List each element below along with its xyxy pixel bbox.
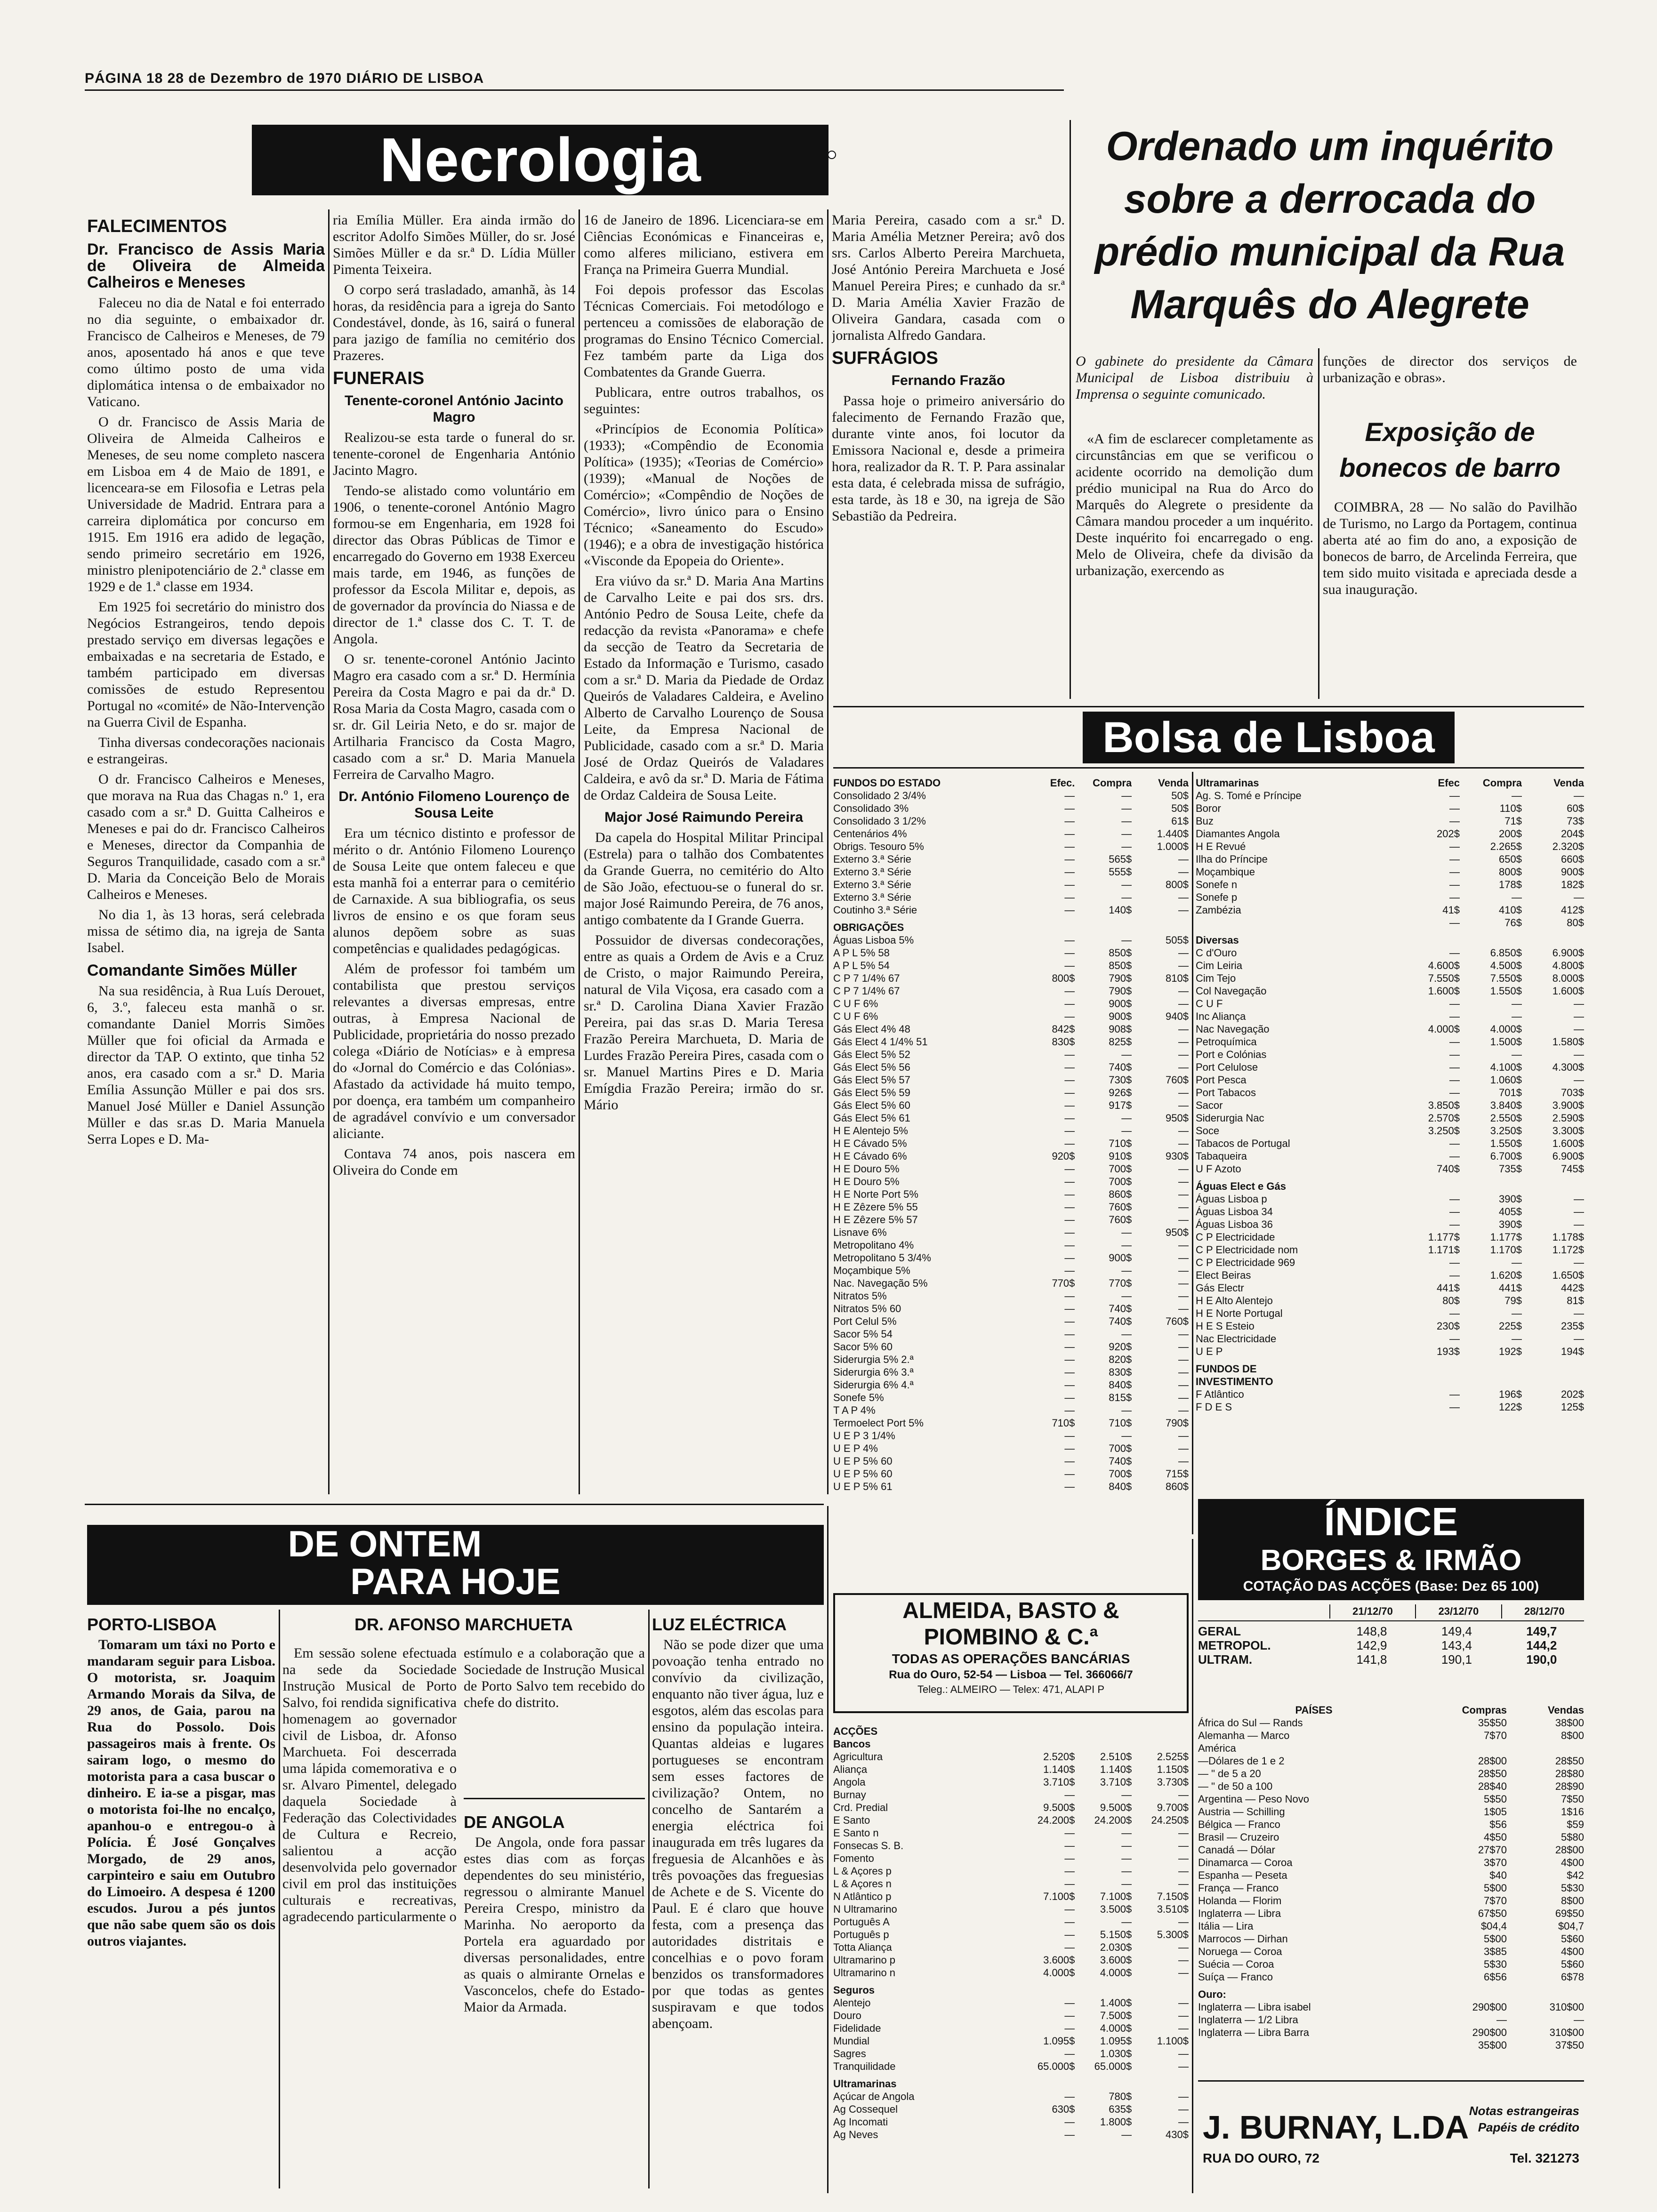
- table-row: Metropolitano 5 3/4% — 900$ —: [833, 1252, 1189, 1264]
- table-row: E Santo n — — —: [833, 1827, 1189, 1839]
- table-row: C P Electricidade nom 1.171$ 1.170$ 1.172$: [1196, 1244, 1584, 1256]
- ontem-title: [87, 1525, 824, 1605]
- table-row: Marrocos — Dirhan 5$00 5$60: [1198, 1933, 1584, 1945]
- table-row: Moçambique 5% — — —: [833, 1265, 1189, 1276]
- table-row: Mundial 1.095$ 1.095$ 1.100$: [833, 2035, 1189, 2047]
- necro-c3-p3: «Princípios de Economia Política» (1933); «Compêndio de Economia Política» (1935); «Teorias de Comércio» (1939); «Manual de Noções de Comércio»; «Compêndio de Noções de Comércio», livro único para o Ensino Técnico; «Saneamento do Escudo» (1946); e a obra de investigação histórica «Visconde da Epopeia do Oriente».: [584, 421, 824, 569]
- table-row: Dinamarca — Coroa 3$70 4$00: [1198, 1857, 1584, 1868]
- necro-c2-p1: O corpo será trasladado, amanhã, às 14 horas, da residência para a igreja do Santo Condestável, donde, às 16, sairá o funeral para jazigo de família no cemitério dos Prazeres.: [333, 282, 575, 363]
- necro-col-1: [87, 212, 325, 1497]
- table-row: F Atlântico — 196$ 202$: [1196, 1388, 1584, 1400]
- indice-box: [1198, 1499, 1584, 1600]
- table-row: Port e Colónias — — —: [1196, 1049, 1584, 1060]
- table-row: Ultramarino n 4.000$ 4.000$ —: [833, 1967, 1189, 1979]
- table-row: Consolidado 3 1/2% — — 61$: [833, 815, 1189, 827]
- table-row: A P L 5% 58 — 850$ —: [833, 947, 1189, 959]
- table-row: Gás Elect 5% 61 — — 950$: [833, 1112, 1189, 1124]
- table-row: Noruega — Coroa 3$85 4$00: [1198, 1946, 1584, 1957]
- bancos-heading: Bancos: [833, 1738, 871, 1750]
- table-row: Termoelect Port 5% 710$ 710$ 790$: [833, 1417, 1189, 1429]
- table-row: Águas Lisboa 36 — 390$ —: [1196, 1218, 1584, 1230]
- almeida-ultra-rows: [833, 2090, 1189, 2141]
- table-row: Alentejo — 1.400$ —: [833, 1997, 1189, 2009]
- table-row: Soce 3.250$ 3.250$ 3.300$: [1196, 1125, 1584, 1137]
- inquerito-left-rule: [1070, 120, 1071, 699]
- necro-c2-p8: Era um técnico distinto e professor de mérito o dr. António Filomeno Lourenço de Sousa Leite que ontem faleceu e que esta manhã foi a enterrar para o cemitério de Carnaxide. A sua bibliografia, os seus livros de ensino e os que foram seus alunos depõem sobre as suas competências e qualidades pedagógicas.: [333, 825, 575, 956]
- luz-body: Não se pode dizer que uma povoação tenha entrado no convívio da civilização, enquanto não tiver água, luz e esgotos, além das escolas para ensino da população inteira. Quantas aldeias e lugares portugueses se encontram sem esses factores de civilização? Ontem, no concelho de Santarém a energia eléctrica foi inaugurada em três lugares da freguesia de Alcanhões e às três povoações das freguesias de Achete e de S. Vicente do Paul. E é claro que houve festa, com a presença das autoridades distritais e concelhias e o povo foram benzidos os transformadores por que todas as gentes suspiravam e que todos abençoam.: [652, 1637, 824, 2031]
- necro-c2-c7: Dr. António Filomeno Lourenço de Sousa Leite: [338, 789, 570, 821]
- table-row: Consolidado 2 3/4% — — 50$: [833, 790, 1189, 801]
- table-row: Agricultura 2.520$ 2.510$ 2.525$: [833, 1751, 1189, 1763]
- ouro-rows: [1198, 2001, 1584, 2052]
- table-row: Externo 3.ª Série — — 800$: [833, 879, 1189, 890]
- inquerito-body: «A fim de esclarecer completamente as circunstâncias em que se verificou o acidente ocorrido na demolição dum prédio municipal na Rua do Arco do Marquês do Alegrete o presidente da Câmara mandou proceder a um inquérito. Deste inquérito foi encarregado o eng. Melo de Oliveira, chefe da divisão da urbanização, exercendo as: [1076, 431, 1313, 578]
- seguros-heading: Seguros: [833, 1984, 875, 1996]
- table-row: Boror — 110$ 60$: [1196, 802, 1584, 814]
- table-row: Sacor 3.850$ 3.840$ 3.900$: [1196, 1099, 1584, 1111]
- necro-col-3: [584, 212, 824, 1497]
- ultra-heading: Ultramarinas: [833, 2078, 897, 2090]
- necro-c4-c2: Fernando Frazão: [891, 373, 1005, 388]
- table-row: Lisnave 6% — — 950$: [833, 1226, 1189, 1238]
- table-row: C P 7 1/4% 67 800$ 790$ 810$: [833, 972, 1189, 984]
- table-row: Gás Electr 441$ 441$ 442$: [1196, 1282, 1584, 1294]
- table-row: Nac Navegação 4.000$ 4.000$ —: [1196, 1023, 1584, 1035]
- burnay-tel: Tel. 321273: [1510, 2151, 1579, 2165]
- cambios-rows: [1198, 1716, 1584, 1983]
- necro-c1-p5: O dr. Francisco Calheiros e Meneses, que morava na Rua das Chagas n.º 1, era casado com a sr.ª D. Guitta Calheiros e Meneses e pai do dr. Francisco Calheiros e Meneses, director da Companhia de Seguros Tranquilidade, casado com a sr.ª D. Maria da Conceição Belo de Morais Calheiros e Meneses.: [87, 771, 325, 902]
- almeida-right-rule: [1192, 1539, 1193, 2193]
- table-row: Inglaterra — Libra isabel 290$00 310$00: [1198, 2001, 1584, 2013]
- table-row: Nitratos 5% — — —: [833, 1290, 1189, 1302]
- table-row: Buz — 71$ 73$: [1196, 815, 1584, 827]
- table-row: Moçambique — 800$ 900$: [1196, 866, 1584, 878]
- table-row: Siderurgia 6% 4.ª — 840$ —: [833, 1379, 1189, 1391]
- table-row: Itália — Lira $04,4 $04,7: [1198, 1920, 1584, 1932]
- table-row: Siderurgia 5% 2.ª — 820$ —: [833, 1354, 1189, 1365]
- falecimentos-heading: FALECIMENTOS: [87, 216, 227, 236]
- table-row: U E P 193$ 192$ 194$: [1196, 1346, 1584, 1357]
- table-row: Fonsecas S. B. — — —: [833, 1840, 1189, 1851]
- aguas-rows: [1196, 1193, 1584, 1358]
- necro-c4-p0: Maria Pereira, casado com a sr.ª D. Maria Amélia Metzner Pereira; avô dos srs. Carlos Alberto Pereira Marchueta, José António Pereira Marchueta e José Manuel Pereira Pires; e cunhado da sr.ª D. Maria Amélia Xavier Frazão de Oliveira Gandara, casada com o jornalista Alfredo Gandara.: [832, 212, 1065, 343]
- table-row: Ag Incomati — 1.800$ —: [833, 2116, 1189, 2128]
- table-row: Português p — 5.150$ 5.300$: [833, 1929, 1189, 1940]
- table-row: L & Açores n — — —: [833, 1878, 1189, 1890]
- table-row: METROPOL. 142,9 143,4 144,2: [1198, 1638, 1557, 1652]
- table-row: Águas Lisboa 34 — 405$ —: [1196, 1206, 1584, 1218]
- table-row: Sonefe p — — —: [1196, 891, 1584, 903]
- necro-col-4: [832, 212, 1065, 682]
- funerais-heading: FUNERAIS: [333, 369, 425, 388]
- indice-brand: BORGES & IRMÃO: [1260, 1544, 1522, 1577]
- indice-dates: 21/12/70 23/12/70 28/12/70: [1198, 1603, 1584, 1621]
- fundos-rows: [833, 789, 1189, 916]
- table-row: H E Douro 5% — 700$ —: [833, 1163, 1189, 1175]
- almeida-addr: Rua do Ouro, 52-54 — Lisboa — Tel. 366066/7: [889, 1668, 1133, 1681]
- table-row: ULTRAM. 141,8 190,1 190,0: [1198, 1652, 1557, 1667]
- necro-c2-c3: Tenente-coronel António Jacinto Magro: [344, 393, 563, 425]
- necro-c3-p6: Da capela do Hospital Militar Principal (Estrela) para o talhão dos Combatentes da Grande Guerra, no cemitério do Alto de São João, efectuou-se o funeral do sr. major José Raimundo Pereira, de 76 anos, antigo combatente da I Grande Guerra.: [584, 830, 824, 928]
- luz-electrica: [652, 1610, 824, 2188]
- burnay-line1: Notas estrangeiras: [1469, 2104, 1579, 2118]
- table-row: U E P 5% 60 — 740$ —: [833, 1455, 1189, 1467]
- table-row: Externo 3.ª Série — 565$ —: [833, 853, 1189, 865]
- table-row: Inglaterra — Libra Barra 290$00 310$00: [1198, 2027, 1584, 2038]
- obrigacoes-rows: [833, 934, 1189, 1493]
- table-row: Coutinho 3.ª Série — 140$ —: [833, 904, 1189, 916]
- necro-c2-p0: ria Emília Müller. Era ainda irmão do escritor Adolfo Simões Müller, do sr. José Simões Müller e da sr.ª D. Lídia Müller Pimenta Teixeira.: [333, 212, 575, 277]
- angola-rule: [464, 1798, 645, 1799]
- table-row: Nitratos 5% 60 — 740$ —: [833, 1303, 1189, 1314]
- necro-c1-p6: No dia 1, às 13 horas, será celebrada missa de sétimo dia, na igreja de Santa Isabel.: [87, 907, 325, 955]
- table-row: Fidelidade — 4.000$ —: [833, 2022, 1189, 2034]
- table-row: Ilha do Príncipe — 650$ 660$: [1196, 853, 1584, 865]
- table-row: Obrigs. Tesouro 5% — — 1.000$: [833, 841, 1189, 852]
- table-row: Ag Neves — — 430$: [833, 2129, 1189, 2140]
- table-row: U E P 5% 60 — 700$ 715$: [833, 1468, 1189, 1480]
- table-row: Gás Elect 4 1/4% 51 830$ 825$ —: [833, 1036, 1189, 1048]
- table-row: A P L 5% 54 — 850$ —: [833, 960, 1189, 971]
- table-row: C U F 6% — 900$ —: [833, 998, 1189, 1010]
- table-row: Cim Tejo 7.550$ 7.550$ 8.000$: [1196, 972, 1584, 984]
- table-row: —Dólares de 1 e 2 28$00 28$50: [1198, 1755, 1584, 1767]
- table-row: Gás Elect 5% 59 — 926$ —: [833, 1087, 1189, 1098]
- ontem-rule-1: [279, 1610, 280, 2188]
- table-row: — " de 5 a 20 28$50 28$80: [1198, 1768, 1584, 1779]
- table-row: E Santo 24.200$ 24.200$ 24.250$: [833, 1814, 1189, 1826]
- angola-title: DE ANGOLA: [464, 1812, 565, 1832]
- afonso-col-b: estímulo e a colaboração que a Sociedade de Instrução Musical de Porto Salvo tem recebido do chefe do distrito.: [464, 1645, 645, 1710]
- necro-rule-3: [827, 209, 828, 1494]
- ultramarinas-rows: [1196, 789, 1584, 929]
- table-row: Gás Elect 4% 48 842$ 908$ —: [833, 1023, 1189, 1035]
- expo-body: COIMBRA, 28 — No salão do Pavilhão de Turismo, no Largo da Portagem, continua aberta até ao fim do ano, a exposição de bonecos de barro, de Arcelinda Ferreira, que tem sido muito visitada e apreciada desde a sua inauguração.: [1323, 499, 1577, 597]
- necro-c3-c5: Major José Raimundo Pereira: [604, 809, 803, 825]
- indice-sub: COTAÇÃO DAS ACÇÕES (Base: Dez 65 100): [1243, 1579, 1539, 1594]
- obrigacoes-heading: OBRIGAÇÕES: [833, 922, 904, 933]
- table-row: H E Douro 5% — 700$ —: [833, 1176, 1189, 1187]
- table-row: — " de 50 a 100 28$40 28$90: [1198, 1780, 1584, 1792]
- table-row: T A P 4% — — —: [833, 1404, 1189, 1416]
- necro-rule-1: [328, 209, 330, 1494]
- table-row: Sacor 5% 60 — 920$ —: [833, 1341, 1189, 1353]
- inquerito-lead: O gabinete do presidente da Câmara Municipal de Lisboa distribuiu à Imprensa o seguinte comunicado.: [1076, 353, 1313, 402]
- table-row: América: [1198, 1742, 1236, 1754]
- aguas-heading: Águas Elect e Gás: [1196, 1180, 1286, 1192]
- table-row: Tranquilidade 65.000$ 65.000$ —: [833, 2060, 1189, 2072]
- necro-c2-p10: Contava 74 anos, pois nascera em Oliveira do Conde em: [333, 1146, 575, 1178]
- ouro-heading: Ouro:: [1198, 1988, 1226, 2000]
- table-row: Suécia — Coroa 5$30 5$60: [1198, 1958, 1584, 1970]
- table-row: Port Celul 5% — 740$ 760$: [833, 1315, 1189, 1327]
- table-row: Austria — Schilling 1$05 1$16: [1198, 1806, 1584, 1818]
- table-row: — 76$ 80$: [1449, 917, 1584, 929]
- table-row: Gás Elect 5% 57 — 730$ 760$: [833, 1074, 1189, 1086]
- indice-rows: [1198, 1621, 1584, 1667]
- table-row: Fomento — — —: [833, 1852, 1189, 1864]
- table-row: Nac. Navegação 5% 770$ 770$ —: [833, 1277, 1189, 1289]
- necro-c1-h7: Comandante Simões Müller: [87, 962, 297, 979]
- table-row: C U F — — —: [1196, 998, 1584, 1010]
- necro-c2-p9: Além de professor foi também um contabilista que prestou serviços relevantes a diversas empresas, entre outras, à Empresa Nacional de Publicidade, proprietária do nosso prezado colega «Diário de Notícias» e à empresa do «Jornal do Comércio e das Colónias». Afastado da actividade há muito tempo, por doença, era também um companheiro de agradável convívio e um conversador aliciante.: [333, 961, 575, 1141]
- indice-title: ÍNDICE: [1324, 1499, 1458, 1544]
- ontem-rule-2: [648, 1610, 650, 2188]
- table-row: África do Sul — Rands 35$50 38$00: [1198, 1717, 1584, 1729]
- necro-c3-p4: Era viúvo da sr.ª D. Maria Ana Martins de Carvalho Leite e pai dos srs. drs. António Pedro de Sousa Leite, chefe da redacção da revista «Panorama» e chefe da secção de Teatro da Secretaria de Estado da Informação e Turismo, casado com a sr.ª D. Maria da Piedade de Ordaz Queirós de Valadares Caldeira, e Avelino Alberto de Carvalho Lourenço de Sousa Leite, da Empresa Nacional de Publicidade, casado com a sr.ª D. Maria José de Ordaz Queirós de Valadares Caldeira, e avô da sr.ª D. Maria de Fátima de Ordaz Caldeira de Sousa Leite.: [584, 573, 824, 803]
- table-row: Siderurgia Nac 2.570$ 2.550$ 2.590$: [1196, 1112, 1584, 1124]
- indice-table: [1198, 1603, 1584, 1704]
- necro-c1-p4: Tinha diversas condecorações nacionais e estrangeiras.: [87, 735, 325, 767]
- bolsa-top-rule: [833, 706, 1584, 707]
- necro-c4-p3: Passa hoje o primeiro aniversário do falecimento de Fernando Frazão que, durante vinte anos, foi locutor da Emissora Nacional e, desde a primeira hora, realizador da R. T. P. Para assinalar esta data, é celebrada missa de sufrágio, esta tarde, às 18 e 30, na igreja de São Sebastião da Pedreira.: [832, 393, 1065, 524]
- table-row: H E Norte Port 5% — 860$ —: [833, 1188, 1189, 1200]
- necro-col-2: [333, 212, 575, 1497]
- table-row: C U F 6% — 900$ 940$: [833, 1010, 1189, 1022]
- table-row: Angola 3.710$ 3.710$ 3.730$: [833, 1776, 1189, 1788]
- table-row: H E Alentejo 5% — — —: [833, 1125, 1189, 1137]
- burnay-line2: Papéis de crédito: [1478, 2120, 1579, 2134]
- table-row: Sacor 5% 54 — — —: [833, 1328, 1189, 1340]
- angola-body: De Angola, onde fora passar estes dias com as forças dependentes do seu ministério, regressou o almirante Manuel Pereira Crespo, ministro da Marinha. No aeroporto da Portela era aguardado por diversas personalidades, entre as quais o almirante Ornelas e Vasconcelos, chefe do Estado-Maior da Armada.: [464, 1835, 645, 2015]
- necro-c1-p1: Faleceu no dia de Natal e foi enterrado no dia seguinte, o embaixador dr. Francisco de Calheiros e Meneses, de 79 anos, aposentado há anos e que teve como último posto de uma vida diplomática intensa o de embaixador no Vaticano.: [87, 295, 325, 409]
- table-row: Crd. Predial 9.500$ 9.500$ 9.700$: [833, 1802, 1189, 1813]
- afonso-title: DR. AFONSO MARCHUETA: [354, 1615, 573, 1634]
- luz-title: LUZ ELÉCTRICA: [652, 1615, 787, 1634]
- table-row: U E P 5% 61 — 840$ 860$: [833, 1481, 1189, 1492]
- table-row: Inc Aliança — — —: [1196, 1010, 1584, 1022]
- table-row: Nac Electricidade — — —: [1196, 1333, 1584, 1345]
- table-row: Águas Lisboa 5% — — 505$: [833, 934, 1189, 946]
- table-row: Brasil — Cruzeiro 4$50 5$80: [1198, 1831, 1584, 1843]
- inquerito-mid-rule: [1318, 348, 1319, 699]
- table-row: Diamantes Angola 202$ 200$ 204$: [1196, 828, 1584, 840]
- ontem-top-rule: [85, 1504, 824, 1505]
- table-row: H E Alto Alentejo 80$ 79$ 81$: [1196, 1295, 1584, 1306]
- almeida-tele: Teleg.: ALMEIRO — Telex: 471, ALAPI P: [917, 1683, 1105, 1695]
- table-row: N Atlântico p 7.100$ 7.100$ 7.150$: [833, 1891, 1189, 1902]
- table-row: Tabaqueira — 6.700$ 6.900$: [1196, 1150, 1584, 1162]
- table-row: Port Tabacos — 701$ 703$: [1196, 1087, 1584, 1098]
- table-row: Aliança 1.140$ 1.140$ 1.150$: [833, 1763, 1189, 1775]
- burnay-top-rule: [1198, 2080, 1584, 2082]
- table-row: GERAL 148,8 149,4 149,7: [1198, 1624, 1557, 1638]
- table-row: H E Cávado 5% — 710$ —: [833, 1138, 1189, 1149]
- table-row: Port Celulose — 4.100$ 4.300$: [1196, 1061, 1584, 1073]
- bolsa-title: Bolsa de Lisboa: [1083, 712, 1455, 763]
- table-row: Alemanha — Marco 7$70 8$00: [1198, 1730, 1584, 1741]
- table-row: Holanda — Florim 7$70 8$00: [1198, 1895, 1584, 1907]
- bolsa-right-header: Ultramarinas Efec Compra Venda: [1196, 777, 1584, 789]
- table-row: Totta Aliança — 2.030$ —: [833, 1941, 1189, 1953]
- table-row: Sonefe n — 178$ 182$: [1196, 879, 1584, 890]
- table-row: Gás Elect 5% 52 — — —: [833, 1049, 1189, 1060]
- de-angola: [464, 1807, 645, 2191]
- necro-c3-p7: Possuidor de diversas condecorações, entre as quais a Ordem de Avis e a Cruz de Cristo, o major Raimundo Pereira, natural de Vila Viçosa, era casado com a sr.ª D. Carolina Diana Xavier Frazão Pereira, pai das sr.as D. Maria Teresa Frazão Pereira Marchueta, D. Maria de Lurdes Frazão Pereira Pires, casada com o sr. Manuel Martins Pires e D. Maria Emígdia Frazão Pereira; irmão do sr. Mário: [584, 932, 824, 1113]
- necro-c1-h0: Dr. Francisco de Assis Maria de Oliveira de Almeida Calheiros e Meneses: [87, 240, 325, 291]
- seguros-rows: [833, 1996, 1189, 2073]
- table-row: H E Revué — 2.265$ 2.320$: [1196, 841, 1584, 852]
- almeida-left-rule: [827, 1506, 828, 2193]
- table-row: Sonefe 5% — 815$ —: [833, 1392, 1189, 1403]
- bolsa-col-rule: [1192, 772, 1193, 1534]
- table-row: 35$00 37$50: [1478, 2039, 1584, 2051]
- necro-c2-p5: Tendo-se alistado como voluntário em 1906, o tenente-coronel António Magro formou-se em Engenharia, em 1928 foi director das Obras Públicas de Timor e encarregado do Governo em 1938 Exerceu mais tarde, em 1946, as funções de professor da Escola Militar e, depois, as de governador da província do Niassa e de director de 1.ª classe dos C. T. T. de Angola.: [333, 483, 575, 647]
- table-row: Águas Lisboa p — 390$ —: [1196, 1193, 1584, 1205]
- bolsa-mid-rule: [833, 767, 1584, 769]
- porto-title: PORTO-LISBOA: [87, 1615, 217, 1634]
- table-row: Externo 3.ª Série — — —: [833, 891, 1189, 903]
- necro-c1-p2: O dr. Francisco de Assis Maria de Oliveira de Almeida Calheiros e Meneses, de seu nome completo nascera em Lisboa em 4 de Maio de 1891, e licenceara-se em Filosofia e Letras pela Universidade de Madrid. Entrara para a carreira diplomática por concurso em 1915. Em 1916 era adido de legação, sendo primeiro secretário em 1926, ministro plenipotenciário de 2.ª classe em 1929 e de 1.ª classe em 1934.: [87, 414, 325, 594]
- almeida-table: [833, 1720, 1189, 2191]
- table-row: Cim Leiria 4.600$ 4.500$ 4.800$: [1196, 960, 1584, 971]
- table-row: Português A — — —: [833, 1916, 1189, 1928]
- table-row: C P Electricidade 1.177$ 1.177$ 1.178$: [1196, 1231, 1584, 1243]
- table-row: U F Azoto 740$ 735$ 745$: [1196, 1163, 1584, 1175]
- diversas-rows: [1196, 946, 1584, 1175]
- table-row: Açúcar de Angola — 780$ —: [833, 2091, 1189, 2102]
- table-row: Siderurgia 6% 3.ª — 830$ —: [833, 1366, 1189, 1378]
- burnay-name: J. BURNAY, L.DA: [1203, 2109, 1469, 2146]
- almeida-box: [833, 1593, 1189, 1713]
- table-row: Suíça — Franco 6$56 6$78: [1198, 1971, 1584, 1983]
- table-row: Metropolitano 4% — — —: [833, 1239, 1189, 1251]
- table-row: Tabacos de Portugal — 1.550$ 1.600$: [1196, 1138, 1584, 1149]
- table-row: Externo 3.ª Série — 555$ —: [833, 866, 1189, 878]
- table-row: H E S Esteio 230$ 225$ 235$: [1196, 1320, 1584, 1332]
- burnay-addr: RUA DO OURO, 72: [1203, 2151, 1319, 2165]
- inquerito-body-cont: funções de director dos serviços de urbanização e obras».: [1323, 353, 1577, 385]
- table-row: Espanha — Peseta $40 $42: [1198, 1869, 1584, 1881]
- necro-c3-p2: Publicara, entre outros trabalhos, os seguintes:: [584, 385, 824, 417]
- table-row: Inglaterra — 1/2 Libra — —: [1198, 2014, 1584, 2026]
- table-row: Douro — 7.500$ —: [833, 2010, 1189, 2021]
- cambios-table: [1198, 1704, 1584, 2076]
- table-row: C d'Ouro — 6.850$ 6.900$: [1196, 947, 1584, 959]
- necro-rule-2: [579, 209, 580, 1494]
- table-row: Ag Cossequel 630$ 635$ —: [833, 2103, 1189, 2115]
- table-row: Ag. S. Tomé e Príncipe — — —: [1196, 790, 1584, 801]
- cambios-header: PAÍSES Compras Vendas: [1295, 1704, 1584, 1716]
- necro-c2-p6: O sr. tenente-coronel António Jacinto Magro era casado com a sr.ª D. Hermínia Pereira da Costa Magro e pai da dr.ª D. Rosa Maria da Costa Magro, casada com o sr. dr. Gil Leiria Neto, e do sr. major de Artilharia Francisco da Costa Magro, casado com a sr.ª D. Maria Manuela Ferreira de Carvalho Magro.: [333, 651, 575, 782]
- table-row: C P Electricidade 969 — — —: [1196, 1257, 1584, 1268]
- inquerito-headline: Ordenado um inquérito sobre a derrocada do prédio municipal da Rua Marquês do Alegrete: [1094, 124, 1565, 327]
- table-row: Bélgica — Franco $56 $59: [1198, 1819, 1584, 1830]
- necrologia-title-dot: [828, 151, 836, 159]
- porto-lisboa: [87, 1610, 275, 2188]
- table-row: U E P 3 1/4% — — —: [833, 1430, 1189, 1442]
- necro-c3-p1: Foi depois professor das Escolas Técnicas Comerciais. Foi metodólogo e pertenceu a comissões de elaboração de programas do Ensino Técnico Comercial. Fez também parte da Liga dos Combatentes da Grande Guerra.: [584, 282, 824, 380]
- table-row: H E Cávado 6% 920$ 910$ 930$: [833, 1150, 1189, 1162]
- table-row: Col Navegação 1.600$ 1.550$ 1.600$: [1196, 985, 1584, 997]
- necro-c1-p8: Na sua residência, à Rua Luís Derouet, 6, 3.º, faleceu esta manhã o sr. comandante Daniel Morris Simões Müller que foi oficial da Armada e director da TAP. O extinto, que tinha 52 anos, era casado com a sr.ª D. Maria Emília Assunção Müller e pai dos srs. Manuel José Müller e Daniel Assunção Müller e das sr.as D. Maria Manuela Serra Lopes e D. Ma-: [87, 983, 325, 1147]
- table-row: Port Pesca — 1.060$ —: [1196, 1074, 1584, 1086]
- expo-title: Exposição de bonecos de barro: [1339, 417, 1560, 482]
- necro-c1-p3: Em 1925 foi secretário do ministro dos Negócios Estrangeiros, tendo depois prestado serviço em diversas legações e embaixadas e na secretaria de Estado, e também participado em diversas comissões de estudo Representou Portugal no «comité» de Não-Intervenção na Guerra Civil de Espanha.: [87, 599, 325, 730]
- table-row: U E P 4% — 700$ —: [833, 1443, 1189, 1454]
- table-row: Gás Elect 5% 60 — 917$ —: [833, 1099, 1189, 1111]
- diversas-heading: Diversas: [1196, 934, 1239, 946]
- table-row: H E Norte Portugal — — —: [1196, 1307, 1584, 1319]
- acoes-heading: ACÇÕES: [833, 1725, 878, 1737]
- bolsa-left-header: FUNDOS DO ESTADO Efec. Compra Venda: [833, 777, 1189, 789]
- table-row: Elect Beiras — 1.620$ 1.650$: [1196, 1269, 1584, 1281]
- masthead-rule: [85, 89, 1064, 91]
- bolsa-right-table: [1196, 777, 1584, 1537]
- ontem-title-1: DE ONTEM: [288, 1523, 482, 1564]
- masthead: PÁGINA 18 28 de Dezembro de 1970 DIÁRIO DE LISBOA: [85, 71, 484, 86]
- invest-heading: FUNDOS DE INVESTIMENTO: [1196, 1363, 1273, 1387]
- almeida-title: ALMEIDA, BASTO & PIOMBINO & C.ª: [902, 1598, 1119, 1650]
- table-row: Petroquímica — 1.500$ 1.580$: [1196, 1036, 1584, 1048]
- table-row: Consolidado 3% — — 50$: [833, 802, 1189, 814]
- table-row: L & Açores p — — —: [833, 1865, 1189, 1877]
- sufragios-heading: SUFRÁGIOS: [832, 348, 938, 368]
- almeida-sub: TODAS AS OPERAÇÕES BANCÁRIAS: [892, 1651, 1130, 1666]
- burnay-box: [1198, 2085, 1584, 2188]
- table-row: Ultramarino p 3.600$ 3.600$ —: [833, 1954, 1189, 1966]
- table-row: Zambézia 41$ 410$ 412$: [1196, 904, 1584, 916]
- table-row: Canadá — Dólar 27$70 28$00: [1198, 1844, 1584, 1856]
- table-row: Gás Elect 5% 56 — 740$ —: [833, 1061, 1189, 1073]
- bancos-rows: [833, 1750, 1189, 1979]
- table-row: Centenários 4% — — 1.440$: [833, 828, 1189, 840]
- ontem-title-2: PARA HOJE: [350, 1561, 561, 1602]
- afonso-col-a: Em sessão solene efectuada na sede da Sociedade Instrução Musical de Porto Salvo, foi rendida significativa homenagem ao governador civil de Lisboa, dr. Afonso Marchueta. Foi descerrada uma lápida comemorativa e o sr. Alvaro Pimentel, delegado daquela Sociedade à Federação das Colectividades de Cultura e Recreio, salientou a acção desenvolvida pelo governador civil em prol das instituições culturais e recreativas, agradecendo particularmente o: [282, 1645, 457, 1924]
- table-row: Inglaterra — Libra 67$50 69$50: [1198, 1907, 1584, 1919]
- table-row: C P 7 1/4% 67 — 790$ —: [833, 985, 1189, 997]
- necro-c2-p4: Realizou-se esta tarde o funeral do sr. tenente-coronel de Engenharia António Jacinto Magro.: [333, 430, 575, 478]
- necrologia-title: Necrologia: [252, 125, 828, 195]
- table-row: H E Zêzere 5% 55 — 760$ —: [833, 1201, 1189, 1213]
- table-row: F D E S — 122$ 125$: [1196, 1401, 1584, 1413]
- table-row: H E Zêzere 5% 57 — 760$ —: [833, 1214, 1189, 1226]
- porto-body: Tomaram um táxi no Porto e mandaram seguir para Lisboa. O motorista, sr. Joaquim Armando Morais da Silva, de 29 anos, de Gaia, parou na Rua do Possolo. Dois passageiros mais à frente. Os sairam logo, o mesmo do motorista para a casa buscar o dinheiro. E ia-se a pisgar, mas o motorista foi-lhe no encalço, apanhou-o e entregou-o à Polícia. É José Gonçalves Morgado, de 29 anos, carpinteiro e saiu em Outubro do Limoeiro. A despesa é 1200 escudos. Jurou a pés juntos que não sabe quem são os dois outros viajantes.: [87, 1637, 275, 1949]
- invest-rows: [1196, 1388, 1584, 1413]
- bolsa-left-table: [833, 777, 1189, 1537]
- table-row: N Ultramarino — 3.500$ 3.510$: [833, 1903, 1189, 1915]
- table-row: Argentina — Peso Novo 5$50 7$50: [1198, 1793, 1584, 1805]
- table-row: Burnay — — —: [833, 1789, 1189, 1801]
- necro-c3-p0: 16 de Janeiro de 1896. Licenciara-se em Ciências Económicas e Financeiras e, como alferes miliciano, estivera em França na Primeira Guerra Mundial.: [584, 212, 824, 277]
- table-row: França — Franco 5$00 5$30: [1198, 1882, 1584, 1894]
- table-row: Sagres — 1.030$ —: [833, 2048, 1189, 2060]
